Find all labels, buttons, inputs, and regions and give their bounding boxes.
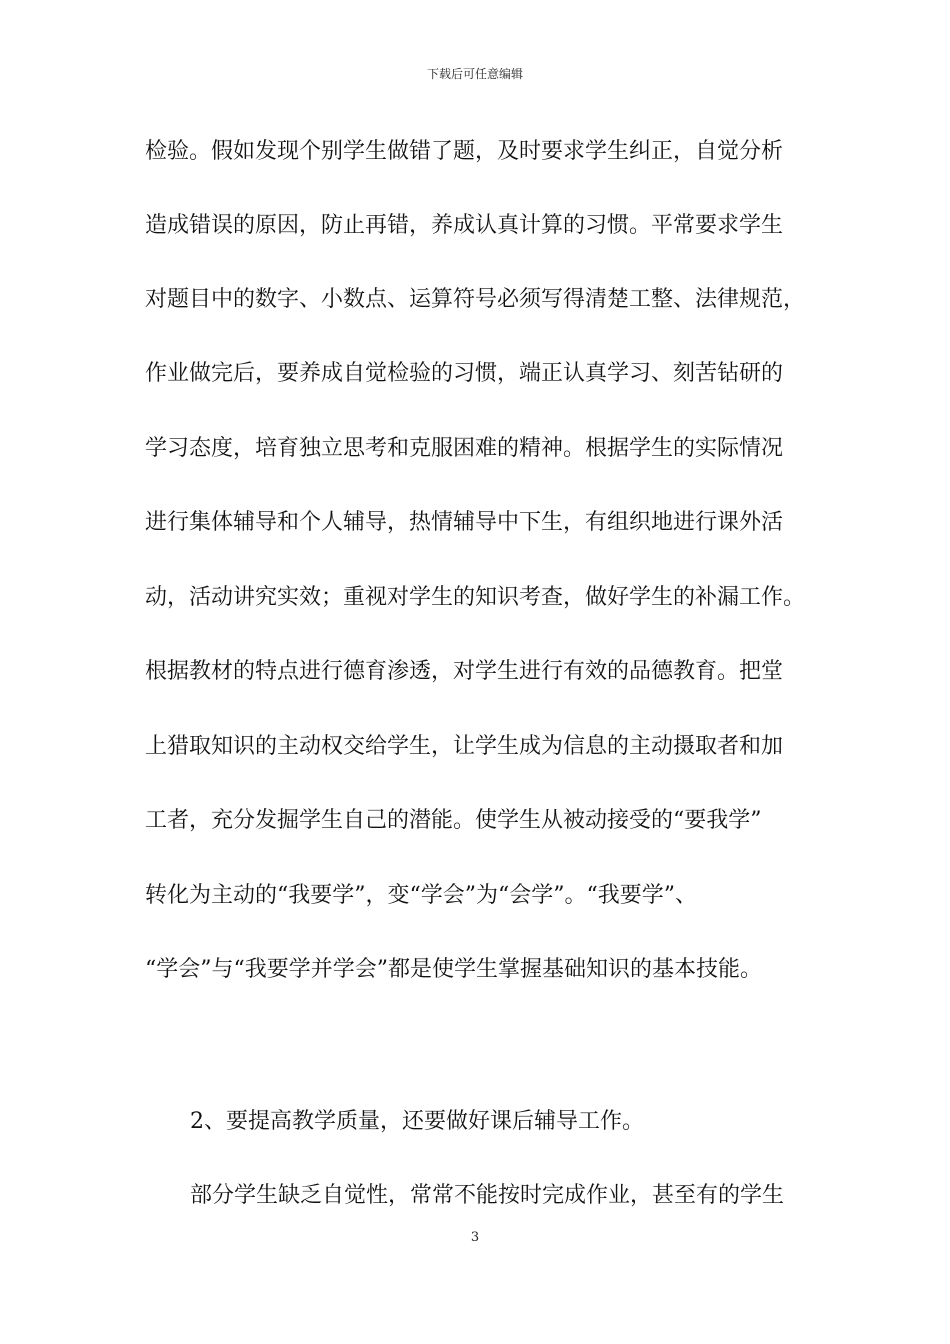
paragraph-line: 造成错误的原因，防止再错，养成认真计算的习惯。平常要求学生	[145, 213, 784, 238]
paragraph-line: 对题目中的数字、小数点、运算符号必须写得清楚工整、法律规范，	[145, 287, 806, 312]
paragraph-line: 进行集体辅导和个人辅导，热情辅导中下生，有组织地进行课外活	[145, 510, 784, 535]
page-number: 3	[470, 1230, 480, 1245]
paragraph-line: 工者，充分发掘学生自己的潜能。使学生从被动接受的“要我学”	[145, 808, 762, 833]
paragraph-line: 作业做完后，要养成自觉检验的习惯，端正认真学习、刻苦钻研的	[145, 361, 784, 386]
page-header: 下载后可任意编辑	[426, 67, 523, 81]
paragraph-line: 动，活动讲究实效；重视对学生的知识考查，做好学生的补漏工作。	[145, 585, 806, 610]
paragraph-line: 检验。假如发现个别学生做错了题，及时要求学生纠正，自觉分析	[145, 139, 784, 164]
section-heading: 2、要提高教学质量，还要做好课后辅导工作。	[190, 1109, 644, 1134]
paragraph-line: 根据教材的特点进行德育渗透，对学生进行有效的品德教育。把堂	[145, 659, 784, 684]
paragraph-line: 学习态度，培育独立思考和克服困难的精神。根据学生的实际情况	[145, 436, 784, 461]
paragraph-line: 部分学生缺乏自觉性，常常不能按时完成作业，甚至有的学生	[190, 1183, 785, 1208]
paragraph-line: “学会”与“我要学并学会”都是使学生掌握基础知识的基本技能。	[145, 957, 762, 982]
paragraph-line: 上猎取知识的主动权交给学生，让学生成为信息的主动摄取者和加	[145, 734, 784, 759]
paragraph-line: 转化为主动的“我要学”，变“学会”为“会学”。“我要学”、	[145, 883, 697, 908]
